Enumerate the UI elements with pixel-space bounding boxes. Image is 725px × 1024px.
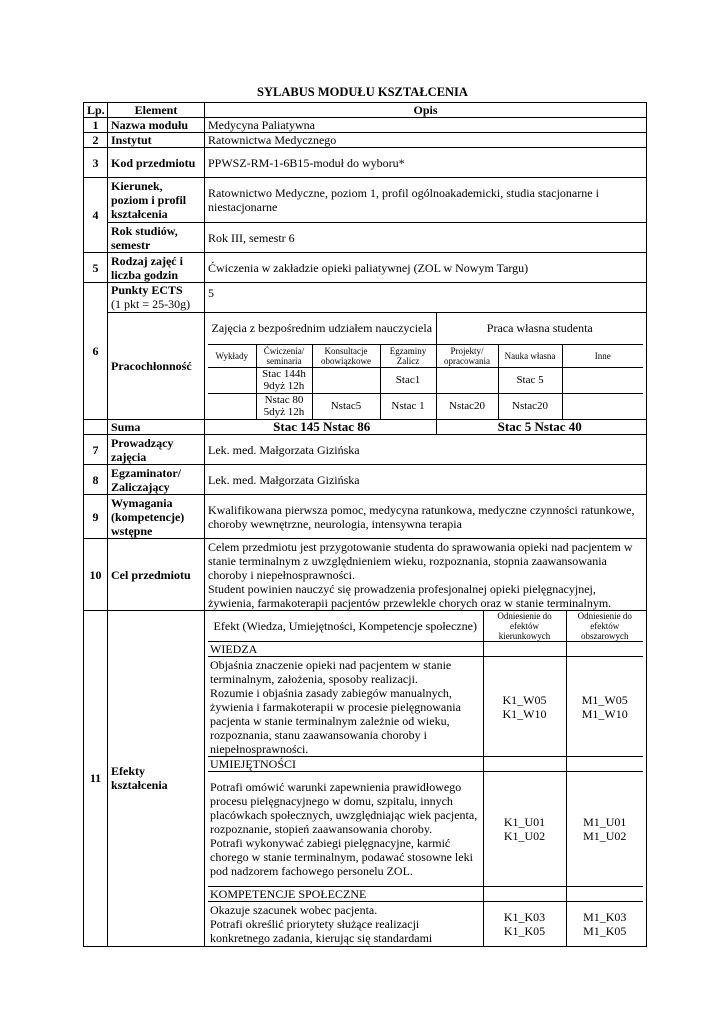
row-year-semester bbox=[84, 223, 647, 253]
element-value: Rok III, semestr 6 bbox=[205, 223, 647, 253]
workload-cell-value: Stac1 bbox=[380, 367, 436, 393]
col-header: Konsultacje obowiązkowe bbox=[312, 344, 380, 367]
row-prerequisites bbox=[84, 495, 647, 539]
section-social-competences: KOMPETENCJE SPOŁECZNE bbox=[208, 887, 483, 902]
competences-text bbox=[208, 902, 483, 946]
sum-own: Stac 5 Nstac 40 bbox=[436, 420, 643, 434]
ects-label: Punkty ECTS bbox=[111, 283, 183, 297]
outcome-text: Objaśnia znaczenie opieki nad pacjentem w stanie terminalnym, założenia, sposoby realizacji. bbox=[210, 657, 452, 686]
element-label: Rodzaj zajęć i liczba godzin bbox=[108, 253, 205, 283]
element-value: Medycyna Paliatywna bbox=[205, 118, 647, 133]
row-class-type bbox=[84, 253, 647, 283]
outcome-kier-header: Odniesienie do efektów kierunkowych bbox=[483, 611, 566, 642]
element-value bbox=[205, 539, 647, 611]
skills-kier-codes: K1_U01 K1_U02 bbox=[483, 772, 566, 887]
header-opis: Opis bbox=[205, 103, 647, 118]
header-lp: Lp. bbox=[84, 103, 108, 118]
outcomes-header bbox=[208, 611, 643, 642]
element-label: Efekty kształcenia bbox=[108, 611, 205, 947]
element-value: Ćwiczenia w zakładzie opieki paliatywnej (ZOL w Nowym Targu) bbox=[205, 253, 647, 283]
row-sum bbox=[84, 420, 647, 435]
workload-cell-value: Nstac20 bbox=[498, 393, 562, 419]
col-header: Projekty/ opracowania bbox=[436, 344, 498, 367]
col-header: Nauka własna bbox=[498, 344, 562, 367]
workload-cell-value bbox=[208, 393, 256, 419]
col-header: Wykłady bbox=[208, 344, 256, 367]
sum-cell bbox=[205, 420, 647, 435]
row-examiner bbox=[84, 465, 647, 495]
sum-contact: Stac 145 Nstac 86 bbox=[208, 420, 436, 434]
element-value: Ratownictwa Medycznego bbox=[205, 133, 647, 148]
element-value: Ratownictwo Medyczne, poziom 1, profil ogólnoakademicki, studia stacjonarne i niestacjonarne bbox=[205, 178, 647, 223]
workload-cell-value bbox=[312, 367, 380, 393]
workload-cell-value: Stac 5 bbox=[498, 367, 562, 393]
section-knowledge: WIEDZA bbox=[208, 642, 483, 657]
row-learning-outcomes bbox=[84, 611, 647, 947]
element-label bbox=[108, 283, 205, 313]
competences-kier-codes: K1_K03 K1_K05 bbox=[483, 902, 566, 946]
element-value: Kwalifikowana pierwsza pomoc, medycyna ratunkowa, medyczne czynności ratunkowe, choroby wewnętrzne, neurologia, intensywna terapia bbox=[205, 495, 647, 539]
element-value: PPWSZ-RM-1-6B15-moduł do wyboru* bbox=[205, 148, 647, 178]
workload-cell-value bbox=[562, 393, 643, 419]
element-label: Prowadzący zajęcia bbox=[108, 435, 205, 465]
row-workload bbox=[84, 313, 647, 420]
element-value: Lek. med. Małgorzata Gizińska bbox=[205, 435, 647, 465]
outcome-text: Okazuje szacunek wobec pacjenta. bbox=[210, 902, 378, 917]
element-label: Rok studiów, semestr bbox=[108, 223, 205, 253]
row-instructor bbox=[84, 435, 647, 465]
outcome-obsz-header: Odniesienie do efektów obszarowych bbox=[566, 611, 643, 642]
col-header: Ćwiczenia/ seminaria bbox=[256, 344, 312, 367]
workload-cell-value: Stac 144h 9dyż 12h bbox=[256, 367, 312, 393]
element-label: Kierunek, poziom i profil kształcenia bbox=[108, 178, 205, 223]
goal-paragraph: Celem przedmiotu jest przygotowanie studenta do sprawowania opieki nad pacjentem w stanie terminalnym z uwzględnieniem wieku, rozpoznania, stopnia zaawansowania choroby i niepełnosprawności. bbox=[208, 539, 633, 582]
outcomes-cell bbox=[205, 611, 647, 947]
row-course-code bbox=[84, 148, 647, 178]
element-label: Nazwa modułu bbox=[108, 118, 205, 133]
section-skills: UMIEJĘTNOŚCI bbox=[208, 757, 483, 772]
row-number: 10 bbox=[84, 539, 108, 611]
outcome-text: Potrafi określić priorytety służące realizacji konkretnego zadania, kierując się standardami bbox=[210, 916, 433, 945]
row-module-name bbox=[84, 118, 647, 133]
workload-table bbox=[208, 313, 643, 419]
goal-paragraph: Student powinien nauczyć się prowadzenia profesjonalnej opieki pielęgnacyjnej, żywienia, farmakoterapii pacjentów przewlekle chorych oraz w stanie terminalnym. bbox=[208, 581, 612, 610]
element-label: Cel przedmiotu bbox=[108, 539, 205, 611]
workload-cell-value: Nstac 80 5dyż 12h bbox=[256, 393, 312, 419]
skills-obsz-codes: M1_U01 M1_U02 bbox=[566, 772, 643, 887]
workload-cell bbox=[205, 313, 647, 420]
outcome-effect-header: Efekt (Wiedza, Umiejętności, Kompetencje społeczne) bbox=[208, 611, 483, 642]
element-label: Pracochłonność bbox=[108, 313, 205, 420]
group-own-header: Praca własna studenta bbox=[436, 313, 643, 344]
ects-note: (1 pkt = 25-30g) bbox=[111, 297, 191, 311]
row-course-goal bbox=[84, 539, 647, 611]
competences-obsz-codes: M1_K03 M1_K05 bbox=[566, 902, 643, 946]
row-ects bbox=[84, 283, 647, 313]
group-contact-header: Zajęcia z bezpośrednim udziałem nauczyciela bbox=[208, 313, 436, 344]
workload-nstac-row bbox=[208, 393, 643, 419]
row-number: 7 bbox=[84, 435, 108, 465]
workload-cell-value bbox=[562, 367, 643, 393]
syllabus-table bbox=[83, 102, 647, 947]
row-number: 1 bbox=[84, 118, 108, 133]
outcomes-table bbox=[208, 611, 643, 946]
knowledge-kier-codes: K1_W05 K1_W10 bbox=[483, 657, 566, 757]
element-label: Wymagania (kompetencje) wstępne bbox=[108, 495, 205, 539]
col-header: Egzaminy Zalicz bbox=[380, 344, 436, 367]
sum-label: Suma bbox=[108, 420, 205, 435]
row-institute bbox=[84, 133, 647, 148]
row-number: 3 bbox=[84, 148, 108, 178]
row-number: 6 bbox=[84, 283, 108, 420]
workload-stac-row bbox=[208, 367, 643, 393]
workload-cell-value: Nstac 1 bbox=[380, 393, 436, 419]
row-number: 4 bbox=[84, 178, 108, 253]
element-value: 5 bbox=[205, 283, 647, 313]
col-header: Inne bbox=[562, 344, 643, 367]
skills-text bbox=[208, 772, 483, 887]
element-value: Lek. med. Małgorzata Gizińska bbox=[205, 465, 647, 495]
workload-col-headers bbox=[208, 344, 643, 367]
row-number: 5 bbox=[84, 253, 108, 283]
row-number: 11 bbox=[84, 611, 108, 947]
row-field-of-study bbox=[84, 178, 647, 223]
knowledge-text bbox=[208, 657, 483, 757]
row-number: 8 bbox=[84, 465, 108, 495]
workload-cell-value: Nstac20 bbox=[436, 393, 498, 419]
row-number: 2 bbox=[84, 133, 108, 148]
document-title: SYLABUS MODUŁU KSZTAŁCENIA bbox=[257, 85, 468, 99]
outcome-text: Potrafi wykonywać zabiegi pielęgnacyjne, karmić chorego w stanie terminalnym, podawać stosowne leki pod nadzorem fachowego personelu ZOL. bbox=[210, 836, 473, 878]
knowledge-obsz-codes: M1_W05 M1_W10 bbox=[566, 657, 643, 757]
outcome-text: Rozumie i objaśnia zasady zabiegów manualnych, żywienia i farmakoterapii w procesie pielęgnowania pacjenta w stanie terminalnym zależnie od wieku, rozpoznania, stanu zaawansowania choroby i niepełnosprawności. bbox=[210, 685, 461, 756]
element-label: Kod przedmiotu bbox=[108, 148, 205, 178]
workload-cell-value bbox=[436, 367, 498, 393]
header-row bbox=[84, 103, 647, 118]
workload-cell-value bbox=[208, 367, 256, 393]
element-label: Instytut bbox=[108, 133, 205, 148]
outcome-text: Potrafi omówić warunki zapewnienia prawidłowego procesu pielęgnacyjnego w domu, szpitalu, innych placówkach społecznych, uwzględniając wiek pacjenta, rozpoznanie, stopień zaawansowania choroby. bbox=[210, 780, 478, 836]
row-number: 9 bbox=[84, 495, 108, 539]
element-label: Egzaminator/ Zaliczający bbox=[108, 465, 205, 495]
header-element: Element bbox=[108, 103, 205, 118]
workload-cell-value: Nstac5 bbox=[312, 393, 380, 419]
